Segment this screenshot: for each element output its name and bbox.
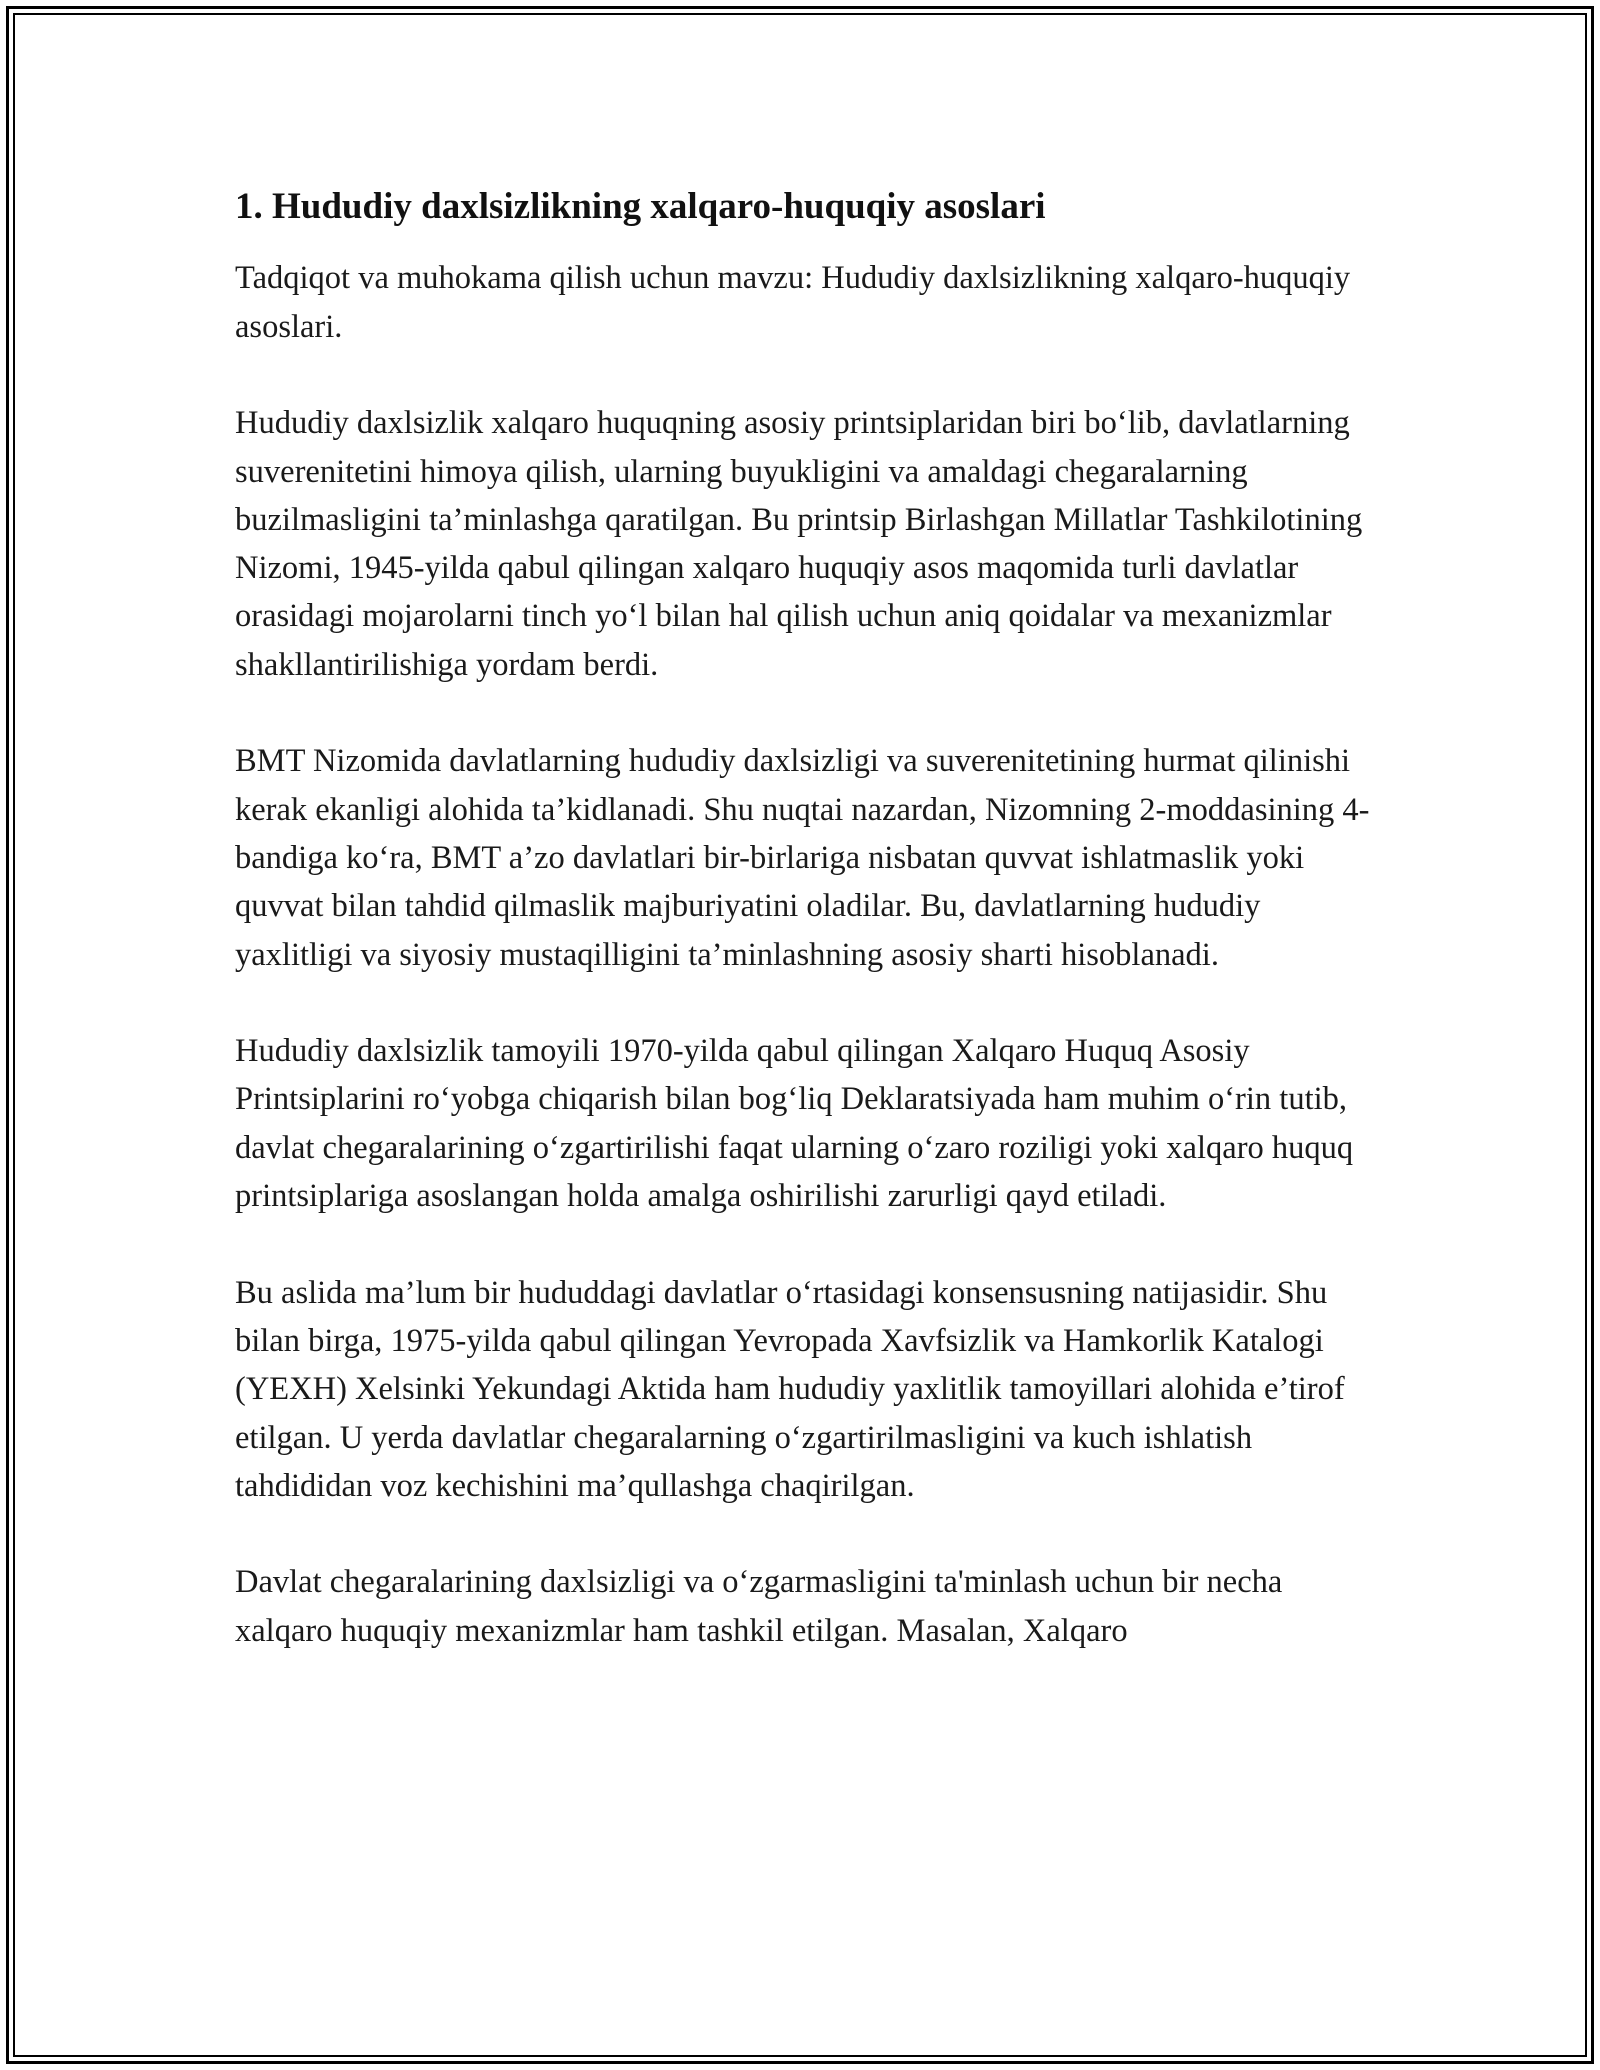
paragraph-1970-declaration: Hududiy daxlsizlik tamoyili 1970-yilda qabul qilingan Xalqaro Huquq Asosiy Printsiplarini ro‘yobga chiqarish bilan bog‘liq Deklaratsiyada ham muhim o‘rin tutib, davlat chegaralarining o‘zgartirilishi faqat ularning o‘zaro roziligi yoki xalqaro huquq printsiplariga asoslangan holda amalga oshirilishi zarurligi qayd etiladi. xyxy=(235,1033,1354,1215)
paragraph-topic: Tadqiqot va muhokama qilish uchun mavzu: Hududiy daxlsizlikning xalqaro-huquqiy asoslari. xyxy=(235,260,1351,345)
paragraph-principle: Hududiy daxlsizlik xalqaro huquqning asosiy printsiplaridan biri bo‘lib, davlatlarning suverenitetini himoya qilish, ularning buyukligini va amaldagi chegaralarning buzilmasligini ta’minlashga qaratilgan. Bu printsip Birlashgan Millatlar Tashkilotining Nizomi, 1945-yilda qabul qilingan xalqaro huquqiy asos maqomida turli davlatlar orasidagi mojarolarni tinch yo‘l bilan hal qilish uchun aniq qoidalar va mexanizmlar shakllantirilishiga yordam berdi. xyxy=(235,405,1363,683)
paragraph-helsinki-act: Bu aslida ma’lum bir hududdagi davlatlar o‘rtasidagi konsensusning natijasidir. Shu bilan birga, 1975-yilda qabul qilingan Yevropada Xavfsizlik va Hamkorlik Katalogi (YEXH) Xelsinki Yekundagi Aktida ham hududiy yaxlitlik tamoyillari alohida e’tirof etilgan. U yerda davlatlar chegaralarning o‘zgartirilmasligini va kuch ishlatish tahdididan voz kechishini ma’qullashga chaqirilgan. xyxy=(235,1274,1345,1504)
section-heading: 1. Hududiy daxlsizlikning xalqaro-huquqiy asoslari xyxy=(235,186,1046,227)
document-body xyxy=(235,185,1370,1655)
paragraph-mechanisms: Davlat chegaralarining daxlsizligi va o‘zgarmasligini ta'minlash uchun bir necha xalqaro huquqiy mexanizmlar ham tashkil etilgan. Masalan, Xalqaro xyxy=(235,1564,1283,1649)
paragraph-un-charter: BMT Nizomida davlatlarning hududiy daxlsizligi va suverenitetining hurmat qilinishi kerak ekanligi alohida ta’kidlanadi. Shu nuqtai nazardan, Nizomning 2-moddasining 4-bandiga ko‘ra, BMT a’zo davlatlari bir-birlariga nisbatan quvvat ishlatmaslik yoki quvvat bilan tahdid qilmaslik majburiyatini oladilar. Bu, davlatlarning hududiy yaxlitligi va siyosiy mustaqilligini ta’minlashning asosiy sharti hisoblanadi. xyxy=(235,743,1370,973)
